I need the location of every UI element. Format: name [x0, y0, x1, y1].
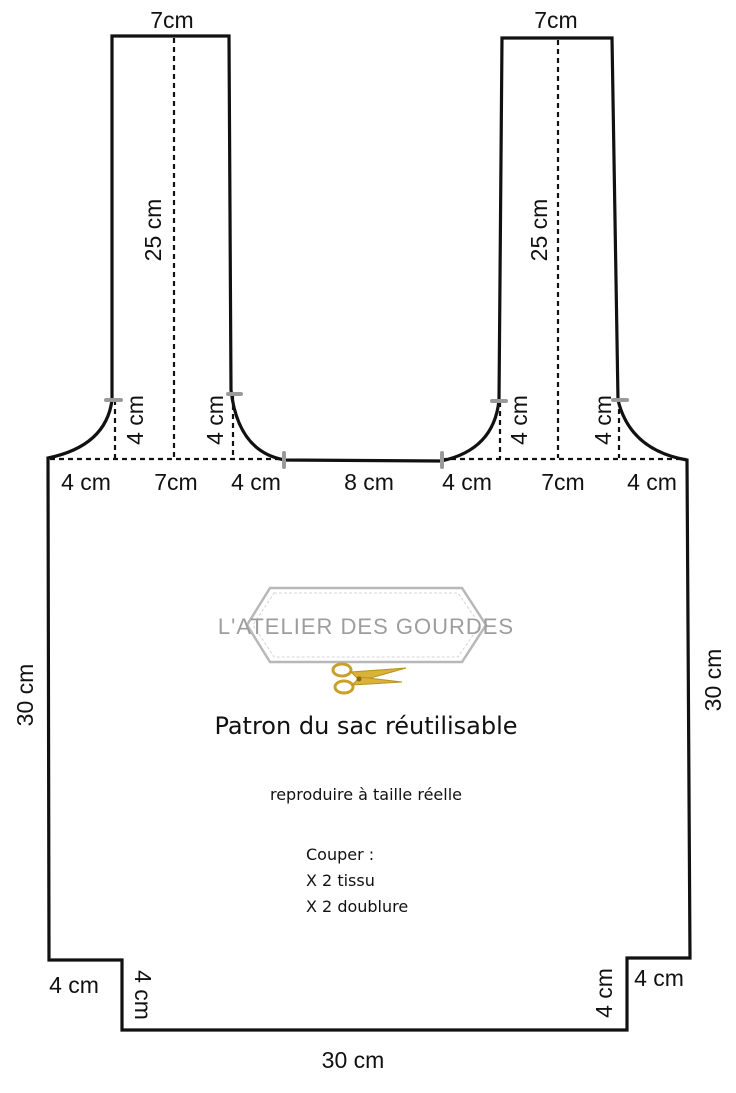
curve-right-outer-height-label: 4 cm	[590, 395, 616, 445]
scissors-icon	[333, 664, 406, 693]
right-height-label: 30 cm	[700, 648, 726, 712]
instruction-cut: Couper :	[306, 845, 375, 864]
strap-left-length-label: 25 cm	[140, 198, 166, 262]
bottom-width-label: 30 cm	[321, 1047, 385, 1073]
top-segment-1-label: 4 cm	[61, 469, 111, 495]
strap-left-width-label: 7cm	[150, 7, 194, 33]
top-segment-7-label: 4 cm	[627, 469, 677, 495]
corner-right-width-label: 4 cm	[634, 965, 684, 991]
corner-right-height-label: 4 cm	[591, 968, 617, 1018]
top-segment-5-label: 4 cm	[442, 469, 492, 495]
strap-right-width-label: 7cm	[534, 7, 578, 33]
top-segment-3-label: 4 cm	[231, 469, 281, 495]
curve-right-inner-height-label: 4 cm	[506, 395, 532, 445]
logo-text: L'ATELIER DES GOURDES	[217, 614, 515, 639]
corner-left-width-label: 4 cm	[49, 972, 99, 998]
top-segment-4-label: 8 cm	[344, 469, 394, 495]
left-height-label: 30 cm	[12, 663, 38, 727]
strap-right-length-label: 25 cm	[526, 198, 552, 262]
pattern-title: Patron du sac réutilisable	[214, 712, 518, 740]
top-segment-6-label: 7cm	[541, 469, 585, 495]
instruction-fabric: X 2 tissu	[306, 871, 375, 890]
pattern-subtitle: reproduire à taille réelle	[269, 785, 463, 804]
instruction-lining: X 2 doublure	[306, 897, 409, 916]
curve-left-inner-height-label: 4 cm	[202, 395, 228, 445]
corner-left-height-label: 4 cm	[130, 970, 156, 1020]
top-segment-2-label: 7cm	[154, 469, 198, 495]
curve-left-outer-height-label: 4 cm	[122, 395, 148, 445]
atelier-logo	[218, 588, 514, 693]
